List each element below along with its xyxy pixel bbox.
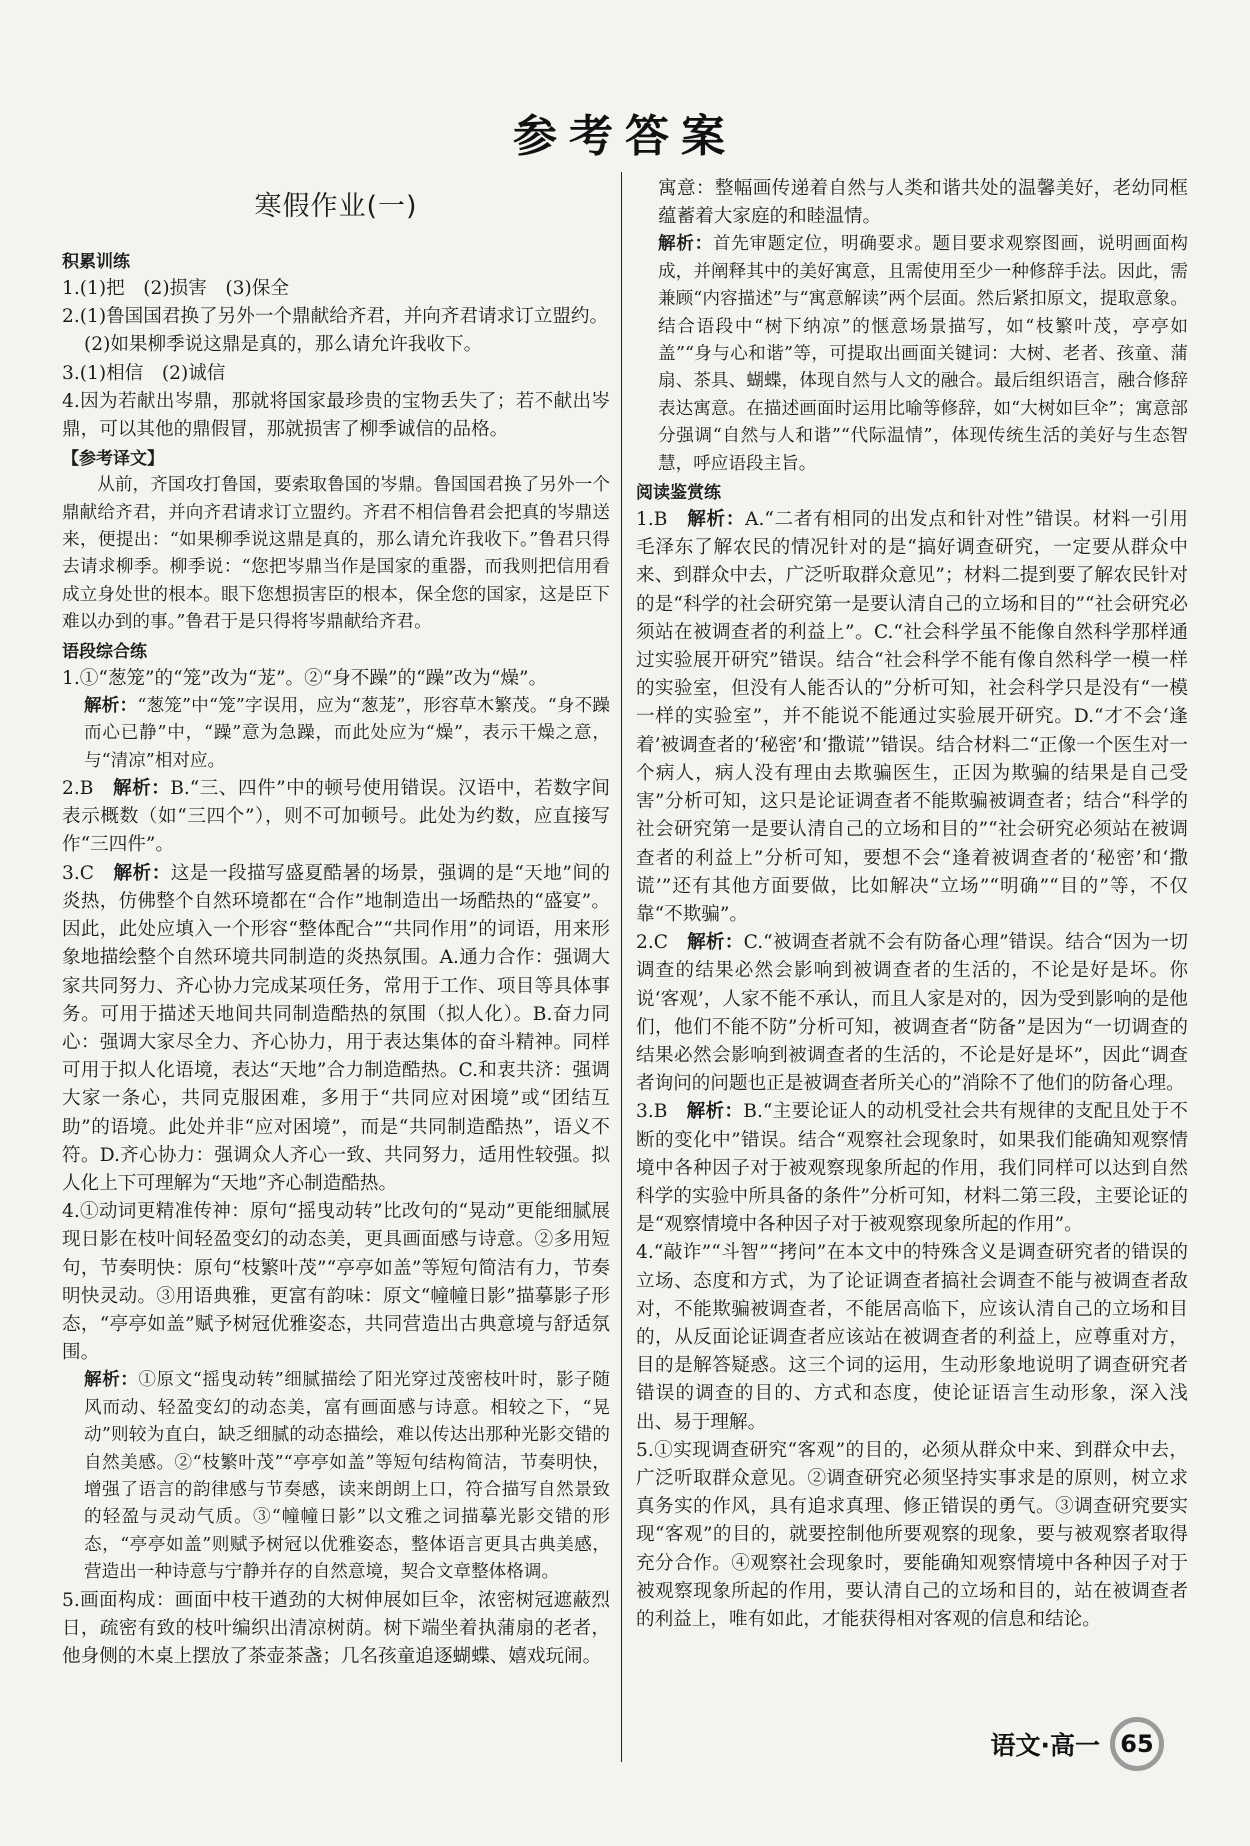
question-5-answer: 5.画面构成：画面中枝干遒劲的大树伸展如巨伞，浓密树冠遮蔽烈日，疏密有致的枝叶编织出清凉树荫。树下端坐着执蒲扇的老者，他身侧的木桌上摆放了茶壶茶盏；几名孩童追逐蝴蝶、嬉戏玩闹。 — [62, 1589, 610, 1667]
heading-translation: 【参考译文】 — [62, 449, 164, 470]
question-4-explanation — [62, 1367, 610, 1586]
answer-4: 4.因为若献出岑鼎，那就将国家最珍贵的宝物丢失了；若不献出岑鼎，可以其他的鼎假冒，那就损害了柳季诚信的品格。 — [62, 390, 610, 441]
question-3 — [62, 860, 610, 1198]
footer-subject: 语文·高一 — [990, 1731, 1100, 1760]
question-4-answer: 4.①动词更精准传神：原句“摇曳动转”比改句的“晃动”更能细腻展现日影在枝叶间轻盈变幻的动态美，更具画面感与诗意。②多用短句，节奏明快：原句“枝繁叶茂”“亭亭如盖”等短句简洁有力，节奏明快灵动。③用语典雅，更富有韵味：原文“幢幢日影”描摹影子形态，“亭亭如盖”赋予树冠优雅姿态，共同营造出古典意境与舒适氛围。 — [62, 1201, 610, 1364]
left-column — [62, 175, 610, 1735]
reading-question-3 — [636, 1098, 1188, 1239]
page-number: 65 — [1110, 1717, 1164, 1771]
reading-question-1 — [636, 506, 1188, 929]
explanation-text: B.“三、四件”中的顿号使用错误。汉语中，若数字间表示概数（如“三四个”），则不可加顿号。此处为约数，应直接写作“三四件”。 — [62, 778, 610, 856]
explanation-label: 解析： — [687, 932, 744, 954]
answer-3: 3.(1)相信 (2)诚信 — [62, 362, 226, 384]
answer-letter: 2.B — [62, 778, 113, 800]
heading-accumulation: 积累训练 — [62, 252, 130, 272]
explanation-text: 这是一段描写盛夏酷暑的场景，强调的是“天地”间的炎热，仿佛整个自然环境都在“合作”地制造出一场酷热的“盛宴”。因此，此处应填入一个形容“整体配合”“共同作用”的词语，用来形象地描绘整个自然环境共同制造的炎热氛围。A.通力合作：强调大家共同努力、齐心协力完成某项任务，常用于工作、项目等具体事务。可用于描述天地间共同制造酷热的氛围（拟人化）。B.奋力同心：强调大家尽全力、齐心协力，用于表达集体的奋斗精神。同样可用于拟人化语境，表达“天地”合力制造酷热。C.和衷共济：强调大家一条心，共同克服困难，多用于“共同应对困境”或“团结互助”的语境。此处并非“应对困境”，而是“共同制造酷热”，语义不符。D.齐心协力：强调众人齐心一致、共同努力，适用性较强。拟人化上下可理解为“天地”齐心制造酷热。 — [62, 862, 610, 1194]
explanation-label: 解析： — [686, 1101, 744, 1123]
right-column — [636, 175, 1188, 1735]
answer-2b: (2)如果柳季说这鼎是真的，那么请允许我收下。 — [84, 334, 483, 356]
heading-reading-practice: 阅读鉴赏练 — [636, 483, 721, 504]
explanation-label: 解析： — [113, 862, 171, 884]
explanation-label: 解析： — [84, 695, 138, 716]
heading-paragraph-practice: 语段综合练 — [62, 641, 147, 662]
question-2 — [62, 775, 610, 860]
explanation-text: 首先审题定位，明确要求。题目要求观察图画，说明画面构成，并阐释其中的美好寓意，且需使用至少一种修辞手法。因此，需兼顾“内容描述”与“寓意解读”两个层面。然后紧扣原文，提取意象。结合语段中“树下纳凉”的惬意场景描写，如“枝繁叶茂，亭亭如盖”“身与心和谐”等，可提取出画面关键词：大树、老者、孩童、蒲扇、茶具、蝴蝶，体现自然与人文的融合。最后组织语言，融合修辞表达寓意。在描述画面时运用比喻等修辞，如“大树如巨伞”；寓意部分强调“自然与人和谐”“代际温情”，体现传统生活的美好与生态智慧，呼应语段主旨。 — [658, 234, 1188, 474]
question-1-answer: 1.①“葱笼”的“笼”改为“茏”。②“身不躁”的“躁”改为“燥”。 — [62, 667, 548, 689]
reading-question-5: 5.①实现调查研究“客观”的目的，必须从群众中来、到群众中去，广泛听取群众意见。②调查研究必须坚持实事求是的原则，树立求真务实的作风，具有追求真理、修正错误的勇气。③调查研究要实现“客观”的目的，就要控制他所要观察的现象，要与被观察者取得充分合作。④观察社会现象时，要能确知观察情境中各种因子对于被观察现象所起的作用，要认清自己的立场和目的，站在被调查者的利益上，唯有如此，才能获得相对客观的信息和结论。 — [636, 1439, 1188, 1630]
answer-letter: 2.C — [636, 932, 688, 954]
translation-text: 从前，齐国攻打鲁国，要索取鲁国的岑鼎。鲁国国君换了另外一个鼎献给齐君，并向齐君请求订立盟约。齐君不相信鲁君会把真的岑鼎送来，便提出：“如果柳季说这鼎是真的，那么请允许我收下。”鲁君只得去请求柳季。柳季说：“您把岑鼎当作是国家的重器，而我则把信用看成立身处世的根本。眼下您想损害臣的根本，保全您的国家，这是臣下难以办到的事。”鲁君于是只得将岑鼎献给齐君。 — [62, 475, 610, 633]
explanation-text: ①原文“摇曳动转”细腻描绘了阳光穿过茂密枝叶时，影子随风而动、轻盈变幻的动态美，富有画面感与诗意。相较之下，“晃动”则较为直白，缺乏细腻的动态描绘，难以传达出那种光影交错的自然美感。②“枝繁叶茂”“亭亭如盖”等短句结构简洁，节奏明快，增强了语言的韵律感与节奏感，读来朗朗上口，符合描写自然景致的轻盈与灵动气质。③“幢幢日影”以文雅之词描摹光影交错的形态，“亭亭如盖”则赋予树冠以优雅姿态，整体语言更具古典美感，营造出一种诗意与宁静并存的自然意境，契合文章整体格调。 — [84, 1370, 610, 1583]
question-5-meaning: 寓意：整幅画传递着自然与人类和谐共处的温馨美好，老幼同框蕴蓄着大家庭的和睦温情。 — [658, 178, 1188, 228]
explanation-text: B.“主要论证人的动机受社会共有规律的支配且处于不断的变化中”错误。结合“观察社会现象时，如果我们能确知观察情境中各种因子对于被观察现象所起的作用，我们同样可以达到自然科学的实验中所具备的条件”分析可知，材料二第三段，主要论证的是“观察情境中各种因子对于被观察现象所起的作用”。 — [636, 1101, 1188, 1236]
explanation-label: 解析： — [658, 234, 713, 255]
explanation-label: 解析： — [687, 509, 746, 531]
answer-2: 2.(1)鲁国国君换了另外一个鼎献给齐君，并向齐君请求订立盟约。 — [62, 306, 609, 328]
explanation-text: C.“被调查者就不会有防备心理”错误。结合“因为一切调查的结果必然会影响到被调查者的生活的，不论是好是坏。你说‘客观’，人家不能不承认，而且人家是对的，因为受到影响的是他们，他们不能不防”分析可知，被调查者“防备”是因为“一切调查的结果必然会影响到被调查者的生活的，不论是好是坏”，因此“调查者询问的问题也正是被调查者所关心的”消除不了他们的防备心理。 — [636, 932, 1188, 1095]
reading-question-4: 4.“敲诈”“斗智”“拷问”在本文中的特殊含义是调查研究者的错误的立场、态度和方式，为了论证调查者搞社会调查不能与被调查者敌对，不能欺骗被调查者，不能居高临下，应该认清自己的立场和目的，从反面论证调查者应该站在被调查者的利益上，应尊重对方，目的是解答疑惑。这三个词的运用，生动形象地说明了调查研究者错误的调查的目的、方式和态度，使论证语言生动形象，深入浅出、易于理解。 — [636, 1242, 1188, 1433]
reading-question-2 — [636, 929, 1188, 1098]
explanation-label: 解析： — [84, 1370, 139, 1391]
answer-letter: 3.B — [636, 1101, 687, 1123]
section-title: 寒假作业(一) — [254, 191, 418, 222]
page-title: 参考答案 — [513, 111, 737, 162]
explanation-label: 解析： — [112, 778, 171, 800]
question-5-explanation — [636, 231, 1188, 478]
column-divider — [621, 172, 622, 1762]
explanation-text: A.“二者有相同的出发点和针对性”错误。材料一引用毛泽东了解农民的情况针对的是“搞好调查研究，一定要从群众中来、到群众中去，广泛听取群众意见”；材料二提到要了解农民针对的是“科学的社会研究第一是要认清自己的立场和目的”“社会研究必须站在被调查者的利益上”。C.“社会科学虽不能像自然科学那样通过实验展开研究”错误。结合“社会科学不能有像自然科学一模一样的实验室，但没有人能否认的”分析可知，社会科学只是没有“一模一样的实验室”，并不能说不能通过实验展开研究。D.“才不会‘逢着’被调查者的‘秘密’和‘撒谎’”错误。结合材料二“正像一个医生对一个病人，病人没有理由去欺骗医生，正因为欺骗的结果是自己受害”分析可知，这只是论证调查者不能欺骗被调查者；结合“科学的社会研究第一是要认清自己的立场和目的”“社会研究必须站在被调查者的利益上”分析可知，要想不会“逢着被调查者的‘秘密’和‘撒谎’”还有其他方面要做，比如解决“立场”“明确”“目的”等，不仅靠“不欺骗”。 — [636, 509, 1188, 925]
question-1-explanation — [62, 693, 610, 775]
answer-1: 1.(1)把 (2)损害 (3)保全 — [62, 278, 289, 299]
page-footer — [991, 1714, 1165, 1774]
answer-letter: 3.C — [62, 862, 114, 884]
explanation-text: “葱笼”中“笼”字误用，应为“葱茏”，形容草木繁茂。“身不躁而心已静”中，“躁”意为急躁，而此处应为“燥”，表示干燥之意，与“清凉”相对应。 — [84, 695, 610, 771]
answer-letter: 1.B — [636, 509, 688, 531]
